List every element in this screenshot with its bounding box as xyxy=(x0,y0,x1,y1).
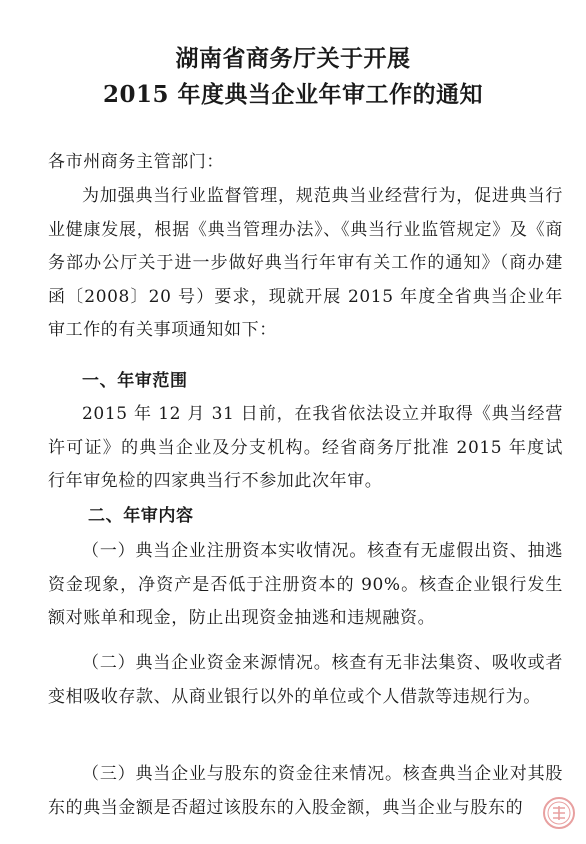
content-item-1: （一）典当企业注册资本实收情况。核查有无虚假出资、抽逃资金现象，净资产是否低于注册资本的 90%。核查企业银行发生额对账单和现金，防止出现资金抽逃和违规融资。 xyxy=(48,541,563,629)
content-item-3: （三）典当企业与股东的资金往来情况。核查典当企业对其股东的典当金额是否超过该股东的入股金额，典当企业与股东的 xyxy=(48,764,563,818)
section2-heading: 二、年审内容 xyxy=(88,506,194,526)
content-item-2: （二）典当企业资金来源情况。核查有无非法集资、吸收或者变相吸收存款、从商业银行以外的单位或个人借款等违规行为。 xyxy=(48,653,563,707)
paragraph-scope: 2015 年 12 月 31 日前，在我省依法设立并取得《典当经营许可证》的典当企业及分支机构。经省商务厅批准 2015 年度试行年审免检的四家典当行不参加此次年审。 xyxy=(48,404,563,492)
paragraph-intro: 为加强典当行业监督管理，规范典当业经营行为，促进典当行业健康发展，根据《典当管理办法》、《典当行业监管规定》及《商务部办公厅关于进一步做好典当行年审有关工作的通知》（商办建函〔2008〕20 号）要求，现就开展 2015 年度全省典当企业年审工作的有关事项通知如下： xyxy=(48,186,563,341)
salutation: 各市州商务主管部门： xyxy=(48,152,224,172)
watermark-seal-icon xyxy=(542,796,576,830)
document-title-line1: 湖南省商务厅关于开展 xyxy=(175,45,411,72)
document-title-line2: 2015 年度典当企业年审工作的通知 xyxy=(102,81,484,108)
section1-heading: 一、年审范围 xyxy=(82,371,188,391)
